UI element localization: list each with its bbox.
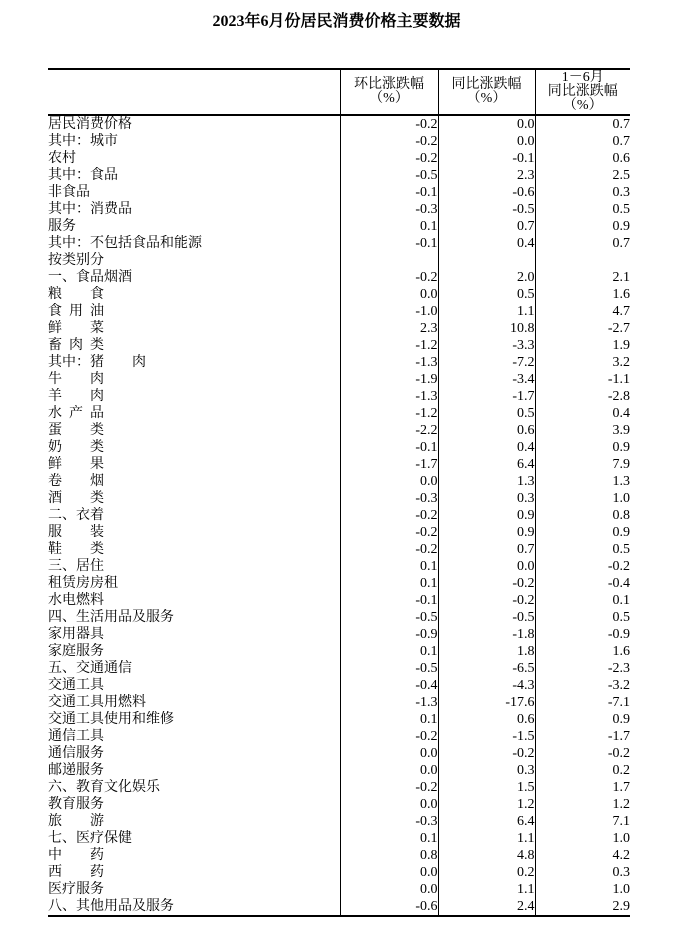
row-value-mom: -0.5 xyxy=(340,660,438,677)
table-row xyxy=(48,643,630,660)
table-row xyxy=(48,456,630,473)
header-ytd-line1: 1－6月 xyxy=(561,70,604,85)
row-label: 水 产 品 xyxy=(48,406,104,421)
table-row xyxy=(48,473,630,490)
table-row xyxy=(48,898,630,916)
row-value-yoy: 6.4 xyxy=(438,456,535,473)
row-value-mom: -0.5 xyxy=(340,609,438,626)
row-value-ytd: 1.0 xyxy=(535,830,630,847)
row-value-ytd: 1.0 xyxy=(535,490,630,507)
row-label: 粮 食 xyxy=(48,287,104,302)
row-label: 四、生活用品及服务 xyxy=(48,610,174,625)
row-label: 三、居住 xyxy=(48,559,104,574)
row-value-yoy: 0.6 xyxy=(438,422,535,439)
row-value-ytd: -3.2 xyxy=(535,677,630,694)
row-value-mom: -0.2 xyxy=(340,507,438,524)
row-label: 羊 肉 xyxy=(48,389,104,404)
row-value-mom: 0.8 xyxy=(340,847,438,864)
table-row xyxy=(48,847,630,864)
row-value-yoy: -6.5 xyxy=(438,660,535,677)
row-value-yoy: 1.2 xyxy=(438,796,535,813)
row-value-ytd: 1.9 xyxy=(535,337,630,354)
row-value-mom: 0.0 xyxy=(340,745,438,762)
row-value-yoy: 2.3 xyxy=(438,167,535,184)
row-label: 鞋 类 xyxy=(48,542,104,557)
row-label: 农村 xyxy=(48,151,76,166)
row-value-ytd: 1.0 xyxy=(535,881,630,898)
row-label: 其中：消费品 xyxy=(48,202,132,217)
table-row xyxy=(48,779,630,796)
table-row xyxy=(48,439,630,456)
row-value-yoy: -0.2 xyxy=(438,592,535,609)
table-row xyxy=(48,337,630,354)
table-row xyxy=(48,830,630,847)
row-value-mom: -0.3 xyxy=(340,813,438,830)
table-row xyxy=(48,728,630,745)
row-value-mom: -0.2 xyxy=(340,115,438,133)
row-label: 租赁房房租 xyxy=(48,576,118,591)
row-value-ytd: 0.5 xyxy=(535,201,630,218)
row-label: 医疗服务 xyxy=(48,882,104,897)
row-value-ytd: 2.5 xyxy=(535,167,630,184)
row-value-yoy: 0.9 xyxy=(438,507,535,524)
row-label: 其中：城市 xyxy=(48,134,118,149)
table-row xyxy=(48,711,630,728)
row-value-ytd xyxy=(535,252,630,269)
table-row xyxy=(48,796,630,813)
row-value-yoy: 0.7 xyxy=(438,541,535,558)
row-value-yoy: -1.5 xyxy=(438,728,535,745)
row-value-mom: -0.6 xyxy=(340,898,438,916)
row-value-yoy: 0.0 xyxy=(438,115,535,133)
page-title: 2023年6月份居民消费价格主要数据 xyxy=(212,13,461,30)
row-value-yoy: 0.6 xyxy=(438,711,535,728)
row-value-yoy: 0.4 xyxy=(438,439,535,456)
row-value-ytd: 0.4 xyxy=(535,405,630,422)
row-value-mom: -0.3 xyxy=(340,490,438,507)
row-label: 卷 烟 xyxy=(48,474,104,489)
row-value-yoy: -3.4 xyxy=(438,371,535,388)
table-row xyxy=(48,694,630,711)
row-value-ytd: 0.5 xyxy=(535,609,630,626)
row-label: 六、教育文化娱乐 xyxy=(48,780,160,795)
table-row xyxy=(48,813,630,830)
row-value-ytd: -2.7 xyxy=(535,320,630,337)
table-row xyxy=(48,762,630,779)
row-label: 二、衣着 xyxy=(48,508,104,523)
table-row xyxy=(48,405,630,422)
row-value-mom: -1.3 xyxy=(340,694,438,711)
row-label: 中 药 xyxy=(48,848,104,863)
table-row xyxy=(48,218,630,235)
row-value-mom: -0.2 xyxy=(340,150,438,167)
row-value-mom: -2.2 xyxy=(340,422,438,439)
row-value-mom: 0.0 xyxy=(340,762,438,779)
row-label: 交通工具用燃料 xyxy=(48,695,146,710)
row-label: 鲜 菜 xyxy=(48,321,104,336)
row-value-ytd: 0.3 xyxy=(535,184,630,201)
row-value-mom: 0.0 xyxy=(340,286,438,303)
row-value-mom: 2.3 xyxy=(340,320,438,337)
row-value-ytd: 0.5 xyxy=(535,541,630,558)
row-value-ytd: -0.9 xyxy=(535,626,630,643)
row-value-yoy: 0.3 xyxy=(438,762,535,779)
row-label: 酒 类 xyxy=(48,491,104,506)
row-label: 教育服务 xyxy=(48,797,104,812)
row-label: 水电燃料 xyxy=(48,593,104,608)
row-value-ytd: 3.9 xyxy=(535,422,630,439)
row-value-ytd: 0.6 xyxy=(535,150,630,167)
table-row xyxy=(48,286,630,303)
row-value-yoy: 0.0 xyxy=(438,558,535,575)
row-value-mom: -0.2 xyxy=(340,779,438,796)
row-value-yoy: -7.2 xyxy=(438,354,535,371)
table-row xyxy=(48,184,630,201)
row-value-mom: -0.2 xyxy=(340,269,438,286)
row-label: 邮递服务 xyxy=(48,763,104,778)
row-value-ytd: 0.9 xyxy=(535,524,630,541)
row-label: 旅 游 xyxy=(48,814,104,829)
header-ytd xyxy=(535,69,630,115)
table-row xyxy=(48,354,630,371)
row-label: 其中：食品 xyxy=(48,168,118,183)
row-value-mom: -1.3 xyxy=(340,354,438,371)
table-row xyxy=(48,881,630,898)
row-value-yoy: 0.5 xyxy=(438,405,535,422)
row-value-mom: 0.1 xyxy=(340,575,438,592)
row-value-mom: 0.1 xyxy=(340,218,438,235)
table-row xyxy=(48,745,630,762)
row-value-mom: -0.1 xyxy=(340,439,438,456)
row-label: 畜 肉 类 xyxy=(48,338,104,353)
row-value-mom: -0.4 xyxy=(340,677,438,694)
row-value-mom: -0.5 xyxy=(340,167,438,184)
row-value-mom: -0.1 xyxy=(340,592,438,609)
table-row xyxy=(48,115,630,133)
table-row xyxy=(48,201,630,218)
table-row xyxy=(48,150,630,167)
row-value-yoy: 2.0 xyxy=(438,269,535,286)
row-value-mom: -1.3 xyxy=(340,388,438,405)
row-label: 一、食品烟酒 xyxy=(48,270,132,285)
row-value-mom: -0.1 xyxy=(340,235,438,252)
row-label: 交通工具 xyxy=(48,678,104,693)
row-value-ytd: 0.9 xyxy=(535,218,630,235)
row-value-yoy: -4.3 xyxy=(438,677,535,694)
row-value-ytd: 7.9 xyxy=(535,456,630,473)
row-value-mom: 0.0 xyxy=(340,864,438,881)
header-yoy-line2: （%） xyxy=(466,91,507,106)
row-label: 非食品 xyxy=(48,185,90,200)
row-value-yoy: 0.2 xyxy=(438,864,535,881)
row-value-ytd: 0.8 xyxy=(535,507,630,524)
table-row xyxy=(48,507,630,524)
header-mom xyxy=(340,69,438,115)
row-value-mom: 0.0 xyxy=(340,881,438,898)
row-value-ytd: 1.6 xyxy=(535,643,630,660)
row-value-mom: -1.2 xyxy=(340,405,438,422)
table-row xyxy=(48,303,630,320)
row-value-yoy: 0.7 xyxy=(438,218,535,235)
row-value-mom: -1.0 xyxy=(340,303,438,320)
table-row xyxy=(48,422,630,439)
row-value-ytd: 0.2 xyxy=(535,762,630,779)
row-value-ytd: 1.3 xyxy=(535,473,630,490)
row-label: 通信服务 xyxy=(48,746,104,761)
row-value-yoy: 1.8 xyxy=(438,643,535,660)
table-row xyxy=(48,235,630,252)
row-value-ytd: 4.7 xyxy=(535,303,630,320)
row-label: 家庭服务 xyxy=(48,644,104,659)
cpi-table xyxy=(48,68,630,917)
row-value-yoy: 0.9 xyxy=(438,524,535,541)
page xyxy=(0,12,673,917)
row-label: 食 用 油 xyxy=(48,304,104,319)
row-label: 八、其他用品及服务 xyxy=(48,898,340,916)
row-value-ytd: 3.2 xyxy=(535,354,630,371)
row-label: 家用器具 xyxy=(48,627,104,642)
row-value-yoy: -0.2 xyxy=(438,745,535,762)
header-ytd-line3: （%） xyxy=(562,98,603,113)
table-row xyxy=(48,320,630,337)
header-mom-line2: （%） xyxy=(369,91,409,106)
row-label: 按类别分 xyxy=(48,253,104,268)
table-row xyxy=(48,167,630,184)
row-value-ytd: 4.2 xyxy=(535,847,630,864)
row-value-yoy: -0.5 xyxy=(438,609,535,626)
row-value-ytd: -2.3 xyxy=(535,660,630,677)
row-value-ytd: 2.1 xyxy=(535,269,630,286)
row-value-ytd: -7.1 xyxy=(535,694,630,711)
row-label: 牛 肉 xyxy=(48,372,104,387)
row-label: 五、交通通信 xyxy=(48,661,132,676)
row-value-ytd: -0.2 xyxy=(535,558,630,575)
row-value-yoy: 0.3 xyxy=(438,490,535,507)
table-row xyxy=(48,524,630,541)
header-category-spacer xyxy=(48,69,340,115)
row-value-yoy: -0.6 xyxy=(438,184,535,201)
row-value-yoy: -1.8 xyxy=(438,626,535,643)
row-value-ytd: 0.1 xyxy=(535,592,630,609)
table-row xyxy=(48,371,630,388)
table-row xyxy=(48,269,630,286)
row-value-mom: -1.9 xyxy=(340,371,438,388)
table-row xyxy=(48,660,630,677)
table-row xyxy=(48,677,630,694)
table-row xyxy=(48,626,630,643)
row-value-ytd: 0.7 xyxy=(535,115,630,133)
row-label: 奶 类 xyxy=(48,440,104,455)
row-value-mom: 0.1 xyxy=(340,830,438,847)
row-value-mom: -0.2 xyxy=(340,524,438,541)
row-label: 交通工具使用和维修 xyxy=(48,712,174,727)
row-value-ytd: -0.4 xyxy=(535,575,630,592)
row-label: 服务 xyxy=(48,219,76,234)
header-yoy-line1: 同比涨跌幅 xyxy=(451,77,522,92)
row-value-yoy: -0.2 xyxy=(438,575,535,592)
row-label: 蛋 类 xyxy=(48,423,104,438)
row-value-mom: -0.1 xyxy=(340,184,438,201)
row-value-ytd: 1.7 xyxy=(535,779,630,796)
row-value-mom: -0.2 xyxy=(340,728,438,745)
row-label: 居民消费价格 xyxy=(48,117,132,132)
header-mom-line1: 环比涨跌幅 xyxy=(354,77,424,92)
table-row xyxy=(48,558,630,575)
row-value-yoy: -1.7 xyxy=(438,388,535,405)
row-value-yoy: -0.1 xyxy=(438,150,535,167)
row-value-mom: -0.9 xyxy=(340,626,438,643)
row-value-ytd: 1.2 xyxy=(535,796,630,813)
row-value-ytd: 1.6 xyxy=(535,286,630,303)
row-value-yoy: 4.8 xyxy=(438,847,535,864)
row-value-mom: 0.1 xyxy=(340,711,438,728)
header-row xyxy=(48,69,630,115)
row-value-mom: -1.2 xyxy=(340,337,438,354)
row-label: 其中：不包括食品和能源 xyxy=(48,236,202,251)
row-label: 其中：猪 肉 xyxy=(48,355,146,370)
row-label: 七、医疗保健 xyxy=(48,831,132,846)
table-row xyxy=(48,541,630,558)
table-row xyxy=(48,864,630,881)
table-row xyxy=(48,252,630,269)
row-value-yoy: 0.4 xyxy=(438,235,535,252)
row-value-yoy: 1.3 xyxy=(438,473,535,490)
row-value-mom: -0.2 xyxy=(340,541,438,558)
row-value-ytd: -0.2 xyxy=(535,745,630,762)
row-value-ytd: 7.1 xyxy=(535,813,630,830)
row-value-yoy: 1.5 xyxy=(438,779,535,796)
row-value-yoy: 1.1 xyxy=(438,881,535,898)
row-value-yoy: 10.8 xyxy=(438,320,535,337)
row-value-mom: -0.2 xyxy=(340,133,438,150)
table-row xyxy=(48,490,630,507)
row-label: 西 药 xyxy=(48,865,104,880)
row-value-ytd: -2.8 xyxy=(535,388,630,405)
row-value-yoy: 2.4 xyxy=(438,898,535,916)
row-value-ytd: 0.7 xyxy=(535,235,630,252)
row-label: 服 装 xyxy=(48,525,104,540)
header-yoy xyxy=(438,69,535,115)
table-row xyxy=(48,133,630,150)
row-value-yoy: 6.4 xyxy=(438,813,535,830)
row-value-mom: 0.0 xyxy=(340,796,438,813)
table-row xyxy=(48,592,630,609)
row-label: 鲜 果 xyxy=(48,457,104,472)
row-value-yoy: -0.5 xyxy=(438,201,535,218)
row-value-ytd: -1.7 xyxy=(535,728,630,745)
row-value-mom: 0.1 xyxy=(340,558,438,575)
row-value-yoy: 1.1 xyxy=(438,830,535,847)
row-value-yoy: 0.5 xyxy=(438,286,535,303)
table-row xyxy=(48,609,630,626)
row-value-mom: 0.1 xyxy=(340,643,438,660)
row-value-yoy: -3.3 xyxy=(438,337,535,354)
row-label: 通信工具 xyxy=(48,729,104,744)
row-value-mom: -1.7 xyxy=(340,456,438,473)
row-value-mom: 0.0 xyxy=(340,473,438,490)
table-row xyxy=(48,575,630,592)
row-value-ytd: 0.7 xyxy=(535,133,630,150)
row-value-ytd: 0.9 xyxy=(535,711,630,728)
row-value-mom xyxy=(340,252,438,269)
row-value-ytd: 0.9 xyxy=(535,439,630,456)
row-value-yoy: 1.1 xyxy=(438,303,535,320)
row-value-ytd: -1.1 xyxy=(535,371,630,388)
header-ytd-line2: 同比涨跌幅 xyxy=(547,84,618,99)
row-value-mom: -0.3 xyxy=(340,201,438,218)
row-value-ytd: 2.9 xyxy=(535,898,630,916)
row-value-yoy xyxy=(438,252,535,269)
table-row xyxy=(48,388,630,405)
row-value-yoy: 0.0 xyxy=(438,133,535,150)
row-value-ytd: 0.3 xyxy=(535,864,630,881)
row-value-yoy: -17.6 xyxy=(438,694,535,711)
